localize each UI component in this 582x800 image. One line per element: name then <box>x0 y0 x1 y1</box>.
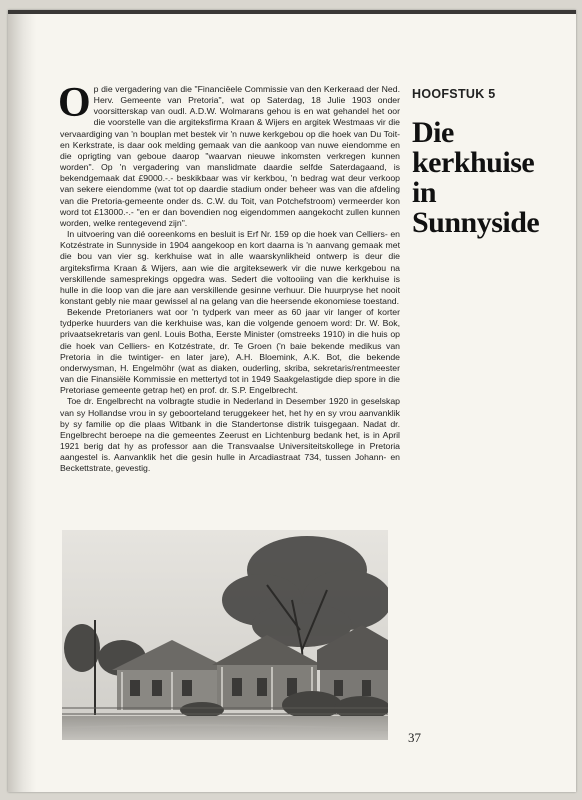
page-gutter-shadow <box>8 10 36 792</box>
paragraph-4: Toe dr. Engelbrecht na volbragte studie in Nederland in Desember 1920 in geselskap van sy Hollandse vrou in sy geboorteland teruggekeer het, het hy en sy vrou aanvanklik by sy familie op die plaas Witbank in die Standertonse distrik tuisgegaan. Nadat dr. Engelbrecht beroepe na die gemeentes Zeerust en Lichtenburg bedank het, is in April 1921 berig dat hy as professor aan die Transvaalse Universiteitskollege in Pretoria aangestel is. Aanvanklik het die gesin hulle in Arcadiastraat 734, tussen Johann- en Beckettstrate, gevestig. <box>60 396 400 474</box>
drop-cap: O <box>58 80 91 126</box>
paragraph-3: Bekende Pretorianers wat oor 'n tydperk van meer as 60 jaar vir langer of korter tydperke huurders van die kerkhuise was, kan die volgende genoem word: Dr. W. Bok, privaatsekretaris van genl. Louis Botha, Eerste Minister (omstreeks 1910) in die huis op die hoek van Celliers- en Kotzéstrate, dr. Te Groen ('n baie bekende medikus van Pretoria in die twintiger- en later jare), A.H. Bloemink, A.K. Bot, die bekende onderwysman, H. Engelmöhr (wat as diaken, ouderling, skriba, sekretaris/rentmeester van die Finansiële Kommissie en mettertyd tot in 1949 Saakgelastigde diep spore in die Pretoriase gemeente getrap het) en prof. dr. S.P. Engelbrecht. <box>60 307 400 396</box>
book-page <box>8 10 576 792</box>
chapter-title-line: Sunnyside <box>412 206 540 239</box>
historic-photo-church-houses <box>62 530 388 740</box>
body-text <box>58 80 400 474</box>
chapter-title-line: Die <box>412 116 454 149</box>
chapter-title <box>412 118 572 238</box>
paragraph-1-text: p die vergadering van die "Financiëele Commissie van den Kerkeraad der Ned. Herv. Gemeente van Pretoria", wat op Saterdag, 18 Julie 1903 onder voorsitterskap van oudl. A.D.W. Wolmarans gehou is en wat gehandel het oor die voorstelle van die argiteksfirma Kraan & Wijers en argitek Westmaas vir die vervaardiging van 'n bouplan met bestek vir 'n nuwe kerkgebou op die hoek van Du Toit- en Kerkstrate, is daar ook melding gemaak van die aankoop van nuwe eiendomme en die oprigting van geboue daarop "waarvan nieuwe inkomsten verkregen kunnen worden". Op 'n vergadering van manslidmate daardie selfde Saterdagaand, is bekendgemaak dat £9000.-.- beskikbaar was vir kerkbou, 'n bedrag wat deur verkoop van sekere eiendomme (wat tot op daardie stadium onder beheer was van die afdeling van die Pretoria-gemeente onder ds. C.W. du Toit, van Potchefstroom) vermeerder kon word tot £13000.-.- "en er dan bovendien nog eigendommen aangekocht zullen kunnen worden, welke rentegevend zijn". <box>60 84 400 228</box>
paragraph-2: In uitvoering van dié ooreenkoms en besluit is Erf Nr. 159 op die hoek van Celliers- en Kotzéstrate in Sunnyside in 1904 aangekoop en kort daarna is 'n aanvang gemaak met die bou van vier sg. kerkhuise wat in alle waarskynlikheid ontwerp is deur die argiteksfirma Kraan & Wijers, aan wie die argiteksewerk vir die nuwe kerkgebou na verskillende samesprekings opgedra was. Sedert die voltooiing van die kerkhuise is hulle in die loop van die jare aan verskillende gesinne verhuur. Die huurpryse het nooit konstant gebly nie maar gewissel al na gelang van die heersende ekonomiese toestand. <box>60 229 400 306</box>
chapter-title-line: kerkhuise <box>412 146 535 179</box>
page-top-edge <box>8 10 576 14</box>
photo-illustration <box>62 530 388 740</box>
page-number: 37 <box>408 730 421 745</box>
chapter-title-line: in <box>412 176 437 209</box>
paragraph-1 <box>58 80 400 229</box>
chapter-label: HOOFSTUK 5 <box>412 87 496 101</box>
